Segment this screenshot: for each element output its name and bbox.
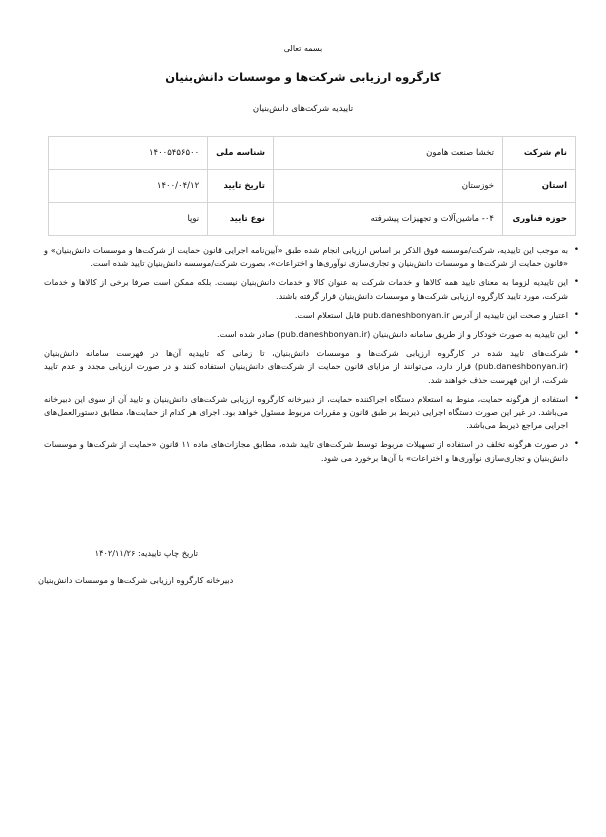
list-link[interactable]: pub.daneshbonyan.ir xyxy=(478,361,565,372)
province-label: استان xyxy=(503,170,576,203)
national-id-value: ۱۴۰۰۵۴۵۶۵۰۰ xyxy=(49,137,208,170)
province-value: خوزستان xyxy=(274,170,503,203)
verification-link[interactable]: pub.daneshbonyan.ir xyxy=(362,309,450,320)
term-text: استفاده از هرگونه حمایت، منوط به استعلام دستگاه اجراکننده حمایت، از دبیرخانه کارگروه ارزیابی شرکت‌های دانش‌بنیان و تایید آن از سوی این دبیرخانه می‌باشد. در غیر این صورت دستگاه اجرایی ذیربط بر طبق قانون و مقررات مربوط مسئول خواهد بود. اجرای هر کدام از حمایت‌ها، مطابق دستورالعمل‌های اجرایی مراجع ذیربط می‌باشد. xyxy=(44,393,568,431)
list-item xyxy=(44,393,568,433)
company-info-table xyxy=(48,136,576,236)
document-title: کارگروه ارزیابی شرکت‌ها و موسسات دانش‌بنیان xyxy=(165,70,441,84)
list-item xyxy=(44,276,568,302)
system-link[interactable]: pub.daneshbonyan.ir xyxy=(280,329,368,340)
term-text: ) قرار دارد، می‌توانند از مزایای قانون حمایت از شرکت‌های دانش‌بنیان استفاده کنند و در صورت ارزیابی مجدد و عدم تایید شرکت، از این فهرست حذف خواهند شد. xyxy=(44,361,568,385)
term-text: این تاییدیه لزوما به معنای تایید همه کالاها و خدمات شرکت به عنوان کالا و خدمات دانش‌بنیان نیست. بلکه ممکن است صرفا برخی از کالاها و خدمات شرکت، مورد تایید کارگروه ارزیابی شرکت‌ها و موسسات دانش‌بنیان قرار گرفته باشند. xyxy=(44,277,568,301)
approval-date-value: ۱۴۰۰/۰۴/۱۲ xyxy=(49,170,208,203)
list-item xyxy=(44,347,568,387)
approval-type-label: نوع تایید xyxy=(208,203,274,236)
terms-list xyxy=(44,244,582,471)
approval-type-value: نوپا xyxy=(49,203,208,236)
list-item xyxy=(44,328,568,341)
term-text: اعتبار و صحت این تاییدیه از آدرس xyxy=(449,309,568,320)
list-item xyxy=(44,244,568,270)
document-subtitle: تاییدیه شرکت‌های دانش‌بنیان xyxy=(252,104,354,114)
basmala: بسمه تعالی xyxy=(283,44,323,53)
national-id-label: شناسه ملی xyxy=(208,137,274,170)
term-text: به موجب این تاییدیه، شرکت/موسسه فوق الذکر بر اساس ارزیابی انجام شده طبق «آیین‌نامه اجرایی قانون حمایت از شرکت‌ها و موسسات دانش‌بنیان» و «قانون حمایت از شرکت‌ها و موسسات دانش‌بنیان و تجاری‌سازی نوآوری‌ها و اختراعات»، بصورت شرکت/موسسه دانش‌بنیان تایید شده است. xyxy=(44,245,568,269)
list-item xyxy=(44,438,568,464)
approval-date-label: تاریخ تایید xyxy=(208,170,274,203)
technology-field-value: ۰۴- ماشین‌آلات و تجهیزات پیشرفته xyxy=(274,203,503,236)
term-text: این تاییدیه به صورت خودکار و از طریق سامانه دانش‌بنیان ( xyxy=(367,329,568,340)
company-name-value: تخشا صنعت هامون xyxy=(274,137,503,170)
term-text: قابل استعلام است. xyxy=(294,309,363,320)
print-date: تاریخ چاپ تاییدیه: ۱۴۰۲/۱۱/۲۶ xyxy=(94,548,198,558)
term-text: شرکت‌های تایید شده در کارگروه ارزیابی شرکت‌ها و موسسات دانش‌بنیان، تا زمانی که تاییدیه آن‌ها در فهرست سامانه دانش‌بنیان ( xyxy=(44,348,568,372)
technology-field-label: حوزه فناوری xyxy=(503,203,576,236)
term-text: ) صادر شده است. xyxy=(217,329,281,340)
secretariat-signature: دبیرخانه کارگروه ارزیابی شرکت‌ها و موسسات دانش‌بنیان xyxy=(38,575,234,585)
table-row xyxy=(49,203,576,236)
table-row xyxy=(49,137,576,170)
list-item xyxy=(44,309,568,322)
table-row xyxy=(49,170,576,203)
company-name-label: نام شرکت xyxy=(503,137,576,170)
term-text: در صورت هرگونه تخلف در استفاده از تسهیلات مربوط توسط شرکت‌های تایید شده، مطابق مجازات‌های ماده ۱۱ قانون «حمایت از شرکت‌ها و موسسات دانش‌بنیان و تجاری‌سازی نوآوری‌ها و اختراعات» با آن‌ها برخورد می شود. xyxy=(44,439,568,463)
